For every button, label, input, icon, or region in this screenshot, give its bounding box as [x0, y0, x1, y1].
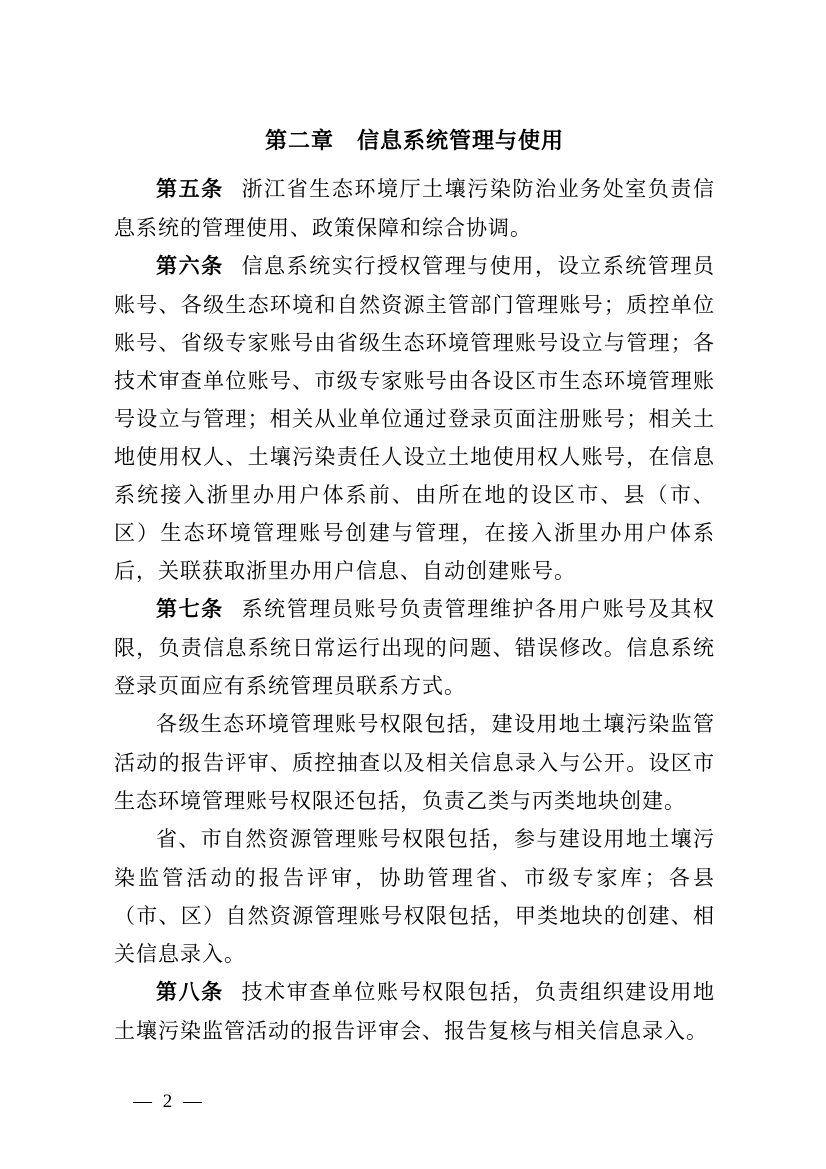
paragraph-env-accounts	[114, 705, 715, 820]
article-label: 第六条	[156, 255, 224, 278]
page-number: — 2 —	[133, 1091, 205, 1112]
article-label: 第八条	[156, 981, 224, 1004]
article-label: 第五条	[156, 178, 224, 201]
paragraph-article-6	[114, 247, 715, 590]
paragraph-text: 技术审查单位账号权限包括，负责组织建设用地土壤污染监管活动的报告评审会、报告复核与相关信息录入。	[114, 980, 716, 1043]
article-label: 第七条	[156, 598, 224, 621]
paragraph-natural-resource-accounts	[114, 820, 715, 973]
paragraph-article-5	[114, 170, 715, 247]
paragraph-text: 信息系统实行授权管理与使用，设立系统管理员账号、各级生态环境和自然资源主管部门管理账号；质控单位账号、省级专家账号由省级生态环境管理账号设立与管理；各技术审查单位账号、市级专家账号由各设区市生态环境管理账号设立与管理；相关从业单位通过登录页面注册账号；相关土地使用权人、土壤污染责任人设立土地使用权人账号，在信息系统接入浙里办用户体系前、由所在地的设区市、县（市、区）生态环境管理账号创建与管理，在接入浙里办用户体系后，关联获取浙里办用户信息、自动创建账号。	[114, 254, 716, 583]
paragraph-text: 省、市自然资源管理账号权限包括，参与建设用地土壤污染监管活动的报告评审，协助管理省、市级专家库；各县（市、区）自然资源管理账号权限包括，甲类地块的创建、相关信息录入。	[114, 827, 715, 966]
chapter-title: 第二章 信息系统管理与使用	[264, 128, 564, 153]
paragraph-text: 系统管理员账号负责管理维护各用户账号及其权限，负责信息系统日常运行出现的问题、错误修改。信息系统登录页面应有系统管理员联系方式。	[114, 597, 716, 698]
paragraph-article-7	[114, 590, 715, 705]
paragraph-text: 各级生态环境管理账号权限包括，建设用地土壤污染监管活动的报告评审、质控抽查以及相关信息录入与公开。设区市生态环境管理账号权限还包括，负责乙类与丙类地块创建。	[114, 712, 715, 813]
paragraph-article-8	[114, 973, 715, 1050]
paragraph-text: 浙江省生态环境厅土壤污染防治业务处室负责信息系统的管理使用、政策保障和综合协调。	[114, 177, 716, 240]
